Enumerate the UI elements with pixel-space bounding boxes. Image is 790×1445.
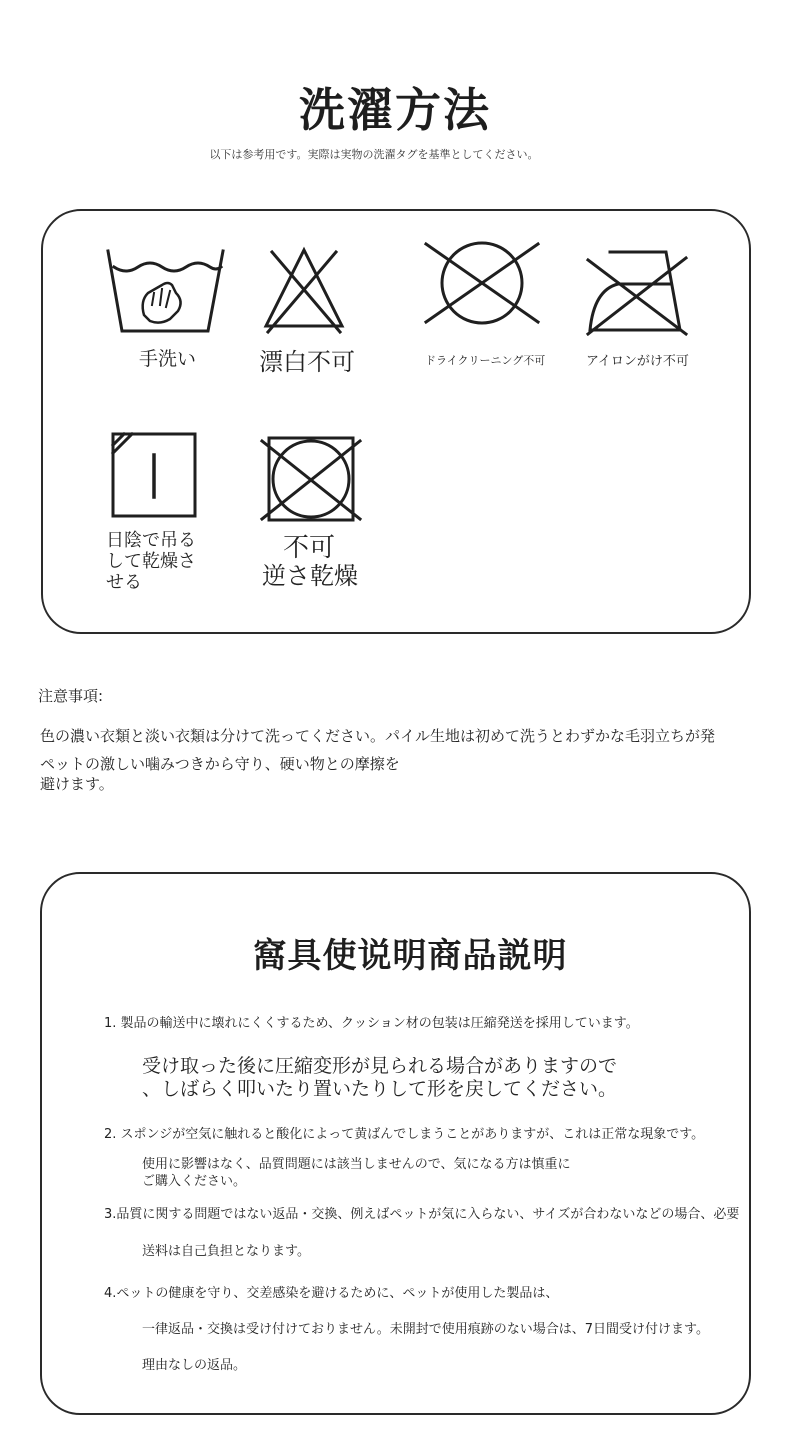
care-label-no-dry-clean: ドライクリーニング不可 bbox=[425, 354, 546, 367]
care-label-no-tumble-1: 不可 bbox=[283, 533, 336, 563]
care-label-hand-wash: 手洗い bbox=[139, 348, 197, 370]
care-label-shade-dry-3: せる bbox=[106, 572, 142, 593]
page-title: 洗濯方法 bbox=[299, 83, 491, 137]
page-subtitle: 以下は参考用です。実際は実物の洗濯タグを基準としてください。 bbox=[209, 148, 539, 161]
info-item: 3.品質に関する問題ではない返品・交換、例えばペットが気に入らない、サイズが合わないなどの場合、必要 bbox=[104, 1207, 740, 1222]
care-label-shade-dry-2: して乾燥さ bbox=[106, 551, 196, 572]
care-label-no-iron: アイロンがけ不可 bbox=[586, 354, 689, 369]
notes-line: ペットの激しい噛みつきから守り、硬い物との摩擦を bbox=[40, 755, 400, 773]
info-item: 1. 製品の輸送中に壊れにくくするため、クッション材の包装は圧縮発送を採用しています。 bbox=[104, 1016, 639, 1031]
shade-line-dry-icon bbox=[110, 431, 198, 519]
no-dry-clean-icon bbox=[422, 240, 542, 326]
care-label-shade-dry-1: 日陰で吊る bbox=[106, 530, 196, 551]
product-info-title: 窩具使说明商品説明 bbox=[252, 936, 568, 976]
notes-line: 避けます。 bbox=[40, 775, 114, 793]
no-iron-icon bbox=[584, 246, 690, 336]
notes-line: 色の濃い衣類と淡い衣類は分けて洗ってください。パイル生地は初めて洗うとわずかな毛羽立ちが発 bbox=[40, 727, 716, 745]
info-item: 2. スポンジが空気に触れると酸化によって黄ばんでしまうことがありますが、これは正常な現象です。 bbox=[104, 1127, 705, 1142]
info-item-detail: 受け取った後に圧縮変形が見られる場合がありますので bbox=[142, 1055, 618, 1077]
info-item-detail: 送料は自己負担となります。 bbox=[142, 1244, 310, 1259]
no-bleach-icon bbox=[258, 244, 350, 336]
info-item-detail: 使用に影響はなく、品質問題には該当しませんので、気になる方は慎重に bbox=[142, 1157, 571, 1172]
info-item-detail: ご購入ください。 bbox=[142, 1174, 247, 1189]
hand-wash-icon bbox=[104, 245, 228, 337]
info-item-detail: 理由なしの返品。 bbox=[142, 1358, 247, 1373]
care-label-no-tumble-2: 逆さ乾燥 bbox=[262, 562, 358, 590]
care-label-no-bleach: 漂白不可 bbox=[259, 348, 355, 376]
info-item-detail: 一律返品・交換は受け付けておりません。未開封で使用痕跡のない場合は、7日間受け付けます。 bbox=[142, 1322, 710, 1337]
notes-heading: 注意事項: bbox=[38, 687, 104, 705]
no-tumble-dry-icon bbox=[258, 435, 364, 523]
info-item: 4.ペットの健康を守り、交差感染を避けるために、ペットが使用した製品は、 bbox=[104, 1286, 559, 1301]
info-item-detail: 、しばらく叩いたり置いたりして形を戻してください。 bbox=[142, 1078, 618, 1100]
